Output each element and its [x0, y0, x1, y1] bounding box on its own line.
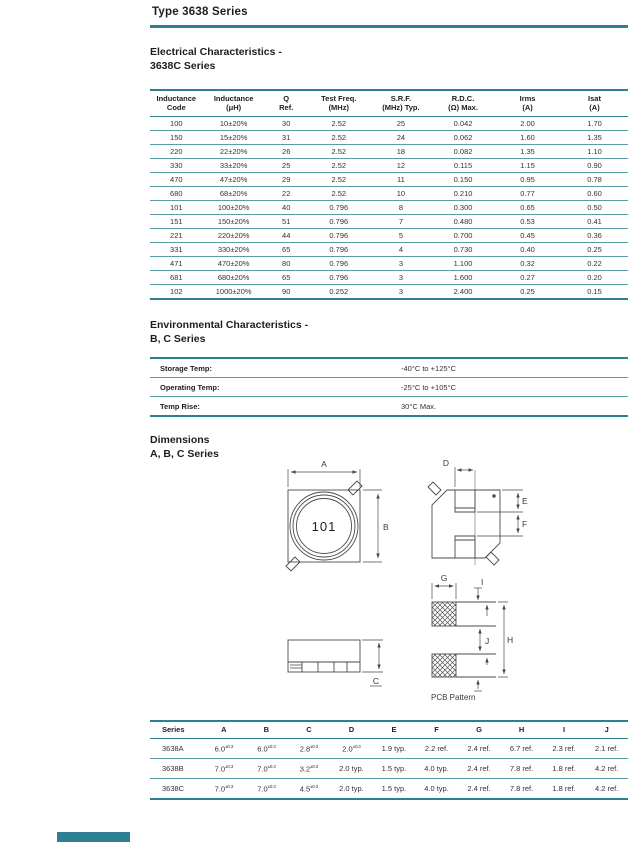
- cell: 2.0 typ.: [330, 779, 373, 800]
- cell: 51: [265, 215, 308, 229]
- cell: 0.15: [561, 285, 628, 300]
- dim-label-g: G: [440, 573, 448, 583]
- cell: 0.210: [432, 187, 494, 201]
- cell: 221: [150, 229, 203, 243]
- column-header: H: [500, 721, 543, 739]
- series-cell: 3638A: [150, 739, 203, 759]
- cell: 470±20%: [203, 257, 265, 271]
- cell: 2.52: [308, 131, 370, 145]
- cell: 0.700: [432, 229, 494, 243]
- pcb-caption: PCB Pattern: [431, 693, 476, 702]
- cell: 0.252: [308, 285, 370, 300]
- cell: $7.0^{\pm 0.3}$: [245, 779, 288, 800]
- cell: 0.95: [494, 173, 561, 187]
- cell: 0.25: [561, 243, 628, 257]
- cell: $7.0^{\pm 0.3}$: [203, 779, 246, 800]
- cell: 0.22: [561, 257, 628, 271]
- cell: 680±20%: [203, 271, 265, 285]
- cell: 681: [150, 271, 203, 285]
- cell: 31: [265, 131, 308, 145]
- electrical-heading-line1: Electrical Characteristics -: [150, 46, 282, 58]
- part-marking: 101: [311, 519, 337, 534]
- column-header: Test Freq. (MHz): [308, 90, 370, 117]
- cell: 3: [370, 257, 432, 271]
- cell: 10±20%: [203, 117, 265, 131]
- cell: 0.27: [494, 271, 561, 285]
- cell: 18: [370, 145, 432, 159]
- table-row: [150, 739, 628, 759]
- cell: 100±20%: [203, 201, 265, 215]
- cell: 0.796: [308, 215, 370, 229]
- environmental-table: [150, 357, 628, 417]
- cell: 680: [150, 187, 203, 201]
- cell: 11: [370, 173, 432, 187]
- dimensions-table: [150, 720, 628, 800]
- bottom-view-drawing: [428, 467, 523, 565]
- cell: 8: [370, 201, 432, 215]
- cell: 12: [370, 159, 432, 173]
- column-header: S.R.F. (MHz) Typ.: [370, 90, 432, 117]
- title-rule: [150, 25, 628, 28]
- cell: 0.45: [494, 229, 561, 243]
- table-row: [150, 201, 628, 215]
- env-label: Operating Temp:: [150, 378, 400, 397]
- cell: 150: [150, 131, 203, 145]
- cell: 220: [150, 145, 203, 159]
- dim-label-c: C: [372, 676, 380, 686]
- cell: $2.0^{\pm 0.3}$: [330, 739, 373, 759]
- env-label: Storage Temp:: [150, 358, 400, 378]
- footer-accent-bar: [57, 832, 130, 842]
- cell: 0.65: [494, 201, 561, 215]
- cell: 151: [150, 215, 203, 229]
- series-cell: 3638B: [150, 759, 203, 779]
- cell: 2.52: [308, 187, 370, 201]
- cell: 4: [370, 243, 432, 257]
- cell: 44: [265, 229, 308, 243]
- column-header: Inductance Code: [150, 90, 203, 117]
- cell: 0.36: [561, 229, 628, 243]
- cell: 0.32: [494, 257, 561, 271]
- cell: 331: [150, 243, 203, 257]
- cell: $3.2^{\pm 0.3}$: [288, 759, 331, 779]
- table-row: [150, 229, 628, 243]
- table-row: [150, 285, 628, 300]
- cell: 22: [265, 187, 308, 201]
- dim-label-j: J: [485, 636, 490, 646]
- cell: 7.8 ref.: [500, 759, 543, 779]
- cell: 1.35: [494, 145, 561, 159]
- cell: 2.52: [308, 173, 370, 187]
- cell: 0.796: [308, 271, 370, 285]
- cell: 4.0 typ.: [415, 779, 458, 800]
- table-row: [150, 378, 628, 397]
- table-row: [150, 779, 628, 800]
- cell: 0.042: [432, 117, 494, 131]
- cell: 4.0 typ.: [415, 759, 458, 779]
- cell: 0.480: [432, 215, 494, 229]
- column-header: J: [585, 721, 628, 739]
- cell: 2.400: [432, 285, 494, 300]
- cell: 33±20%: [203, 159, 265, 173]
- env-value: -25°C to +105°C: [400, 378, 628, 397]
- cell: $4.5^{\pm 0.3}$: [288, 779, 331, 800]
- cell: 1.600: [432, 271, 494, 285]
- cell: 2.0 typ.: [330, 759, 373, 779]
- cell: 3: [370, 271, 432, 285]
- cell: 26: [265, 145, 308, 159]
- page-title: Type 3638 Series: [152, 6, 248, 18]
- column-header: R.D.C. (Ω) Max.: [432, 90, 494, 117]
- table-row: [150, 145, 628, 159]
- dim-label-d: D: [442, 458, 450, 468]
- dimensions-heading-line2: A, B, C Series: [150, 447, 219, 460]
- electrical-heading: [150, 46, 282, 73]
- column-header: A: [203, 721, 246, 739]
- cell: 2.52: [308, 117, 370, 131]
- table-row: [150, 358, 628, 378]
- cell: 4.2 ref.: [585, 759, 628, 779]
- cell: 25: [370, 117, 432, 131]
- cell: 2.4 ref.: [458, 739, 501, 759]
- cell: 0.062: [432, 131, 494, 145]
- column-header: B: [245, 721, 288, 739]
- dim-label-h: H: [507, 635, 514, 645]
- cell: 471: [150, 257, 203, 271]
- cell: 100: [150, 117, 203, 131]
- column-header: Series: [150, 721, 203, 739]
- table-header-row: [150, 721, 628, 739]
- cell: 220±20%: [203, 229, 265, 243]
- dimensions-drawing: [150, 455, 628, 715]
- cell: $7.0^{\pm 0.3}$: [203, 759, 246, 779]
- cell: 1.5 typ.: [373, 779, 416, 800]
- table-row: [150, 215, 628, 229]
- cell: 0.60: [561, 187, 628, 201]
- cell: 40: [265, 201, 308, 215]
- column-header: Q Ref.: [265, 90, 308, 117]
- cell: 0.90: [561, 159, 628, 173]
- cell: 2.52: [308, 145, 370, 159]
- cell: 0.25: [494, 285, 561, 300]
- env-value: -40°C to +125°C: [400, 358, 628, 378]
- table-row: [150, 173, 628, 187]
- electrical-table: [150, 89, 628, 300]
- cell: 90: [265, 285, 308, 300]
- cell: 0.796: [308, 257, 370, 271]
- cell: 0.41: [561, 215, 628, 229]
- cell: 68±20%: [203, 187, 265, 201]
- cell: 0.730: [432, 243, 494, 257]
- cell: 0.20: [561, 271, 628, 285]
- cell: 1.100: [432, 257, 494, 271]
- pcb-pattern-drawing: [432, 583, 508, 691]
- dim-label-e: E: [522, 496, 528, 506]
- cell: 65: [265, 243, 308, 257]
- electrical-heading-line2: 3638C Series: [150, 59, 216, 72]
- table-row: [150, 117, 628, 131]
- cell: 30: [265, 117, 308, 131]
- cell: 102: [150, 285, 203, 300]
- cell: 1.9 typ.: [373, 739, 416, 759]
- cell: 1000±20%: [203, 285, 265, 300]
- cell: 65: [265, 271, 308, 285]
- cell: 1.15: [494, 159, 561, 173]
- cell: 2.1 ref.: [585, 739, 628, 759]
- column-header: Irms (A): [494, 90, 561, 117]
- table-row: [150, 257, 628, 271]
- cell: 25: [265, 159, 308, 173]
- cell: 10: [370, 187, 432, 201]
- dim-label-f: F: [522, 519, 528, 529]
- cell: 1.8 ref.: [543, 779, 586, 800]
- cell: 3: [370, 285, 432, 300]
- cell: 47±20%: [203, 173, 265, 187]
- cell: $7.0^{\pm 0.3}$: [245, 759, 288, 779]
- table-row: [150, 243, 628, 257]
- cell: 0.082: [432, 145, 494, 159]
- cell: 0.796: [308, 201, 370, 215]
- column-header: G: [458, 721, 501, 739]
- cell: 22±20%: [203, 145, 265, 159]
- cell: 4.2 ref.: [585, 779, 628, 800]
- cell: 0.150: [432, 173, 494, 187]
- cell: 6.7 ref.: [500, 739, 543, 759]
- table-row: [150, 187, 628, 201]
- column-header: F: [415, 721, 458, 739]
- column-header: C: [288, 721, 331, 739]
- cell: 150±20%: [203, 215, 265, 229]
- env-label: Temp Rise:: [150, 397, 400, 417]
- table-row: [150, 159, 628, 173]
- table-row: [150, 271, 628, 285]
- cell: 330: [150, 159, 203, 173]
- cell: 80: [265, 257, 308, 271]
- column-header: Inductance (μH): [203, 90, 265, 117]
- cell: 0.78: [561, 173, 628, 187]
- table-row: [150, 397, 628, 417]
- cell: 5: [370, 229, 432, 243]
- cell: 7: [370, 215, 432, 229]
- cell: 101: [150, 201, 203, 215]
- dim-label-i: I: [481, 577, 484, 587]
- cell: 1.35: [561, 131, 628, 145]
- cell: 2.52: [308, 159, 370, 173]
- column-header: Isat (A): [561, 90, 628, 117]
- cell: 1.8 ref.: [543, 759, 586, 779]
- cell: 2.2 ref.: [415, 739, 458, 759]
- cell: 2.3 ref.: [543, 739, 586, 759]
- column-header: I: [543, 721, 586, 739]
- environmental-heading-line2: B, C Series: [150, 332, 206, 345]
- environmental-heading: [150, 319, 308, 346]
- cell: 1.10: [561, 145, 628, 159]
- cell: $6.0^{\pm 0.3}$: [203, 739, 246, 759]
- cell: 0.77: [494, 187, 561, 201]
- cell: 1.70: [561, 117, 628, 131]
- cell: 2.4 ref.: [458, 779, 501, 800]
- cell: 0.53: [494, 215, 561, 229]
- cell: 0.796: [308, 229, 370, 243]
- cell: 29: [265, 173, 308, 187]
- cell: 0.115: [432, 159, 494, 173]
- cell: 0.40: [494, 243, 561, 257]
- dim-label-b: B: [383, 522, 389, 532]
- environmental-heading-line1: Environmental Characteristics -: [150, 319, 309, 331]
- cell: 15±20%: [203, 131, 265, 145]
- cell: 2.00: [494, 117, 561, 131]
- table-row: [150, 759, 628, 779]
- cell: 2.4 ref.: [458, 759, 501, 779]
- cell: 0.796: [308, 243, 370, 257]
- dim-label-a: A: [321, 459, 327, 469]
- series-cell: 3638C: [150, 779, 203, 800]
- cell: 470: [150, 173, 203, 187]
- env-value: 30°C Max.: [400, 397, 628, 417]
- cell: 0.300: [432, 201, 494, 215]
- dimensions-heading-line1: Dimensions: [150, 434, 210, 446]
- side-view-drawing: [288, 640, 383, 686]
- cell: $6.0^{\pm 0.3}$: [245, 739, 288, 759]
- cell: $2.8^{\pm 0.3}$: [288, 739, 331, 759]
- cell: 7.8 ref.: [500, 779, 543, 800]
- column-header: E: [373, 721, 416, 739]
- table-row: [150, 131, 628, 145]
- cell: 1.5 typ.: [373, 759, 416, 779]
- cell: 1.60: [494, 131, 561, 145]
- column-header: D: [330, 721, 373, 739]
- cell: 0.50: [561, 201, 628, 215]
- cell: 24: [370, 131, 432, 145]
- table-header-row: [150, 90, 628, 117]
- cell: 330±20%: [203, 243, 265, 257]
